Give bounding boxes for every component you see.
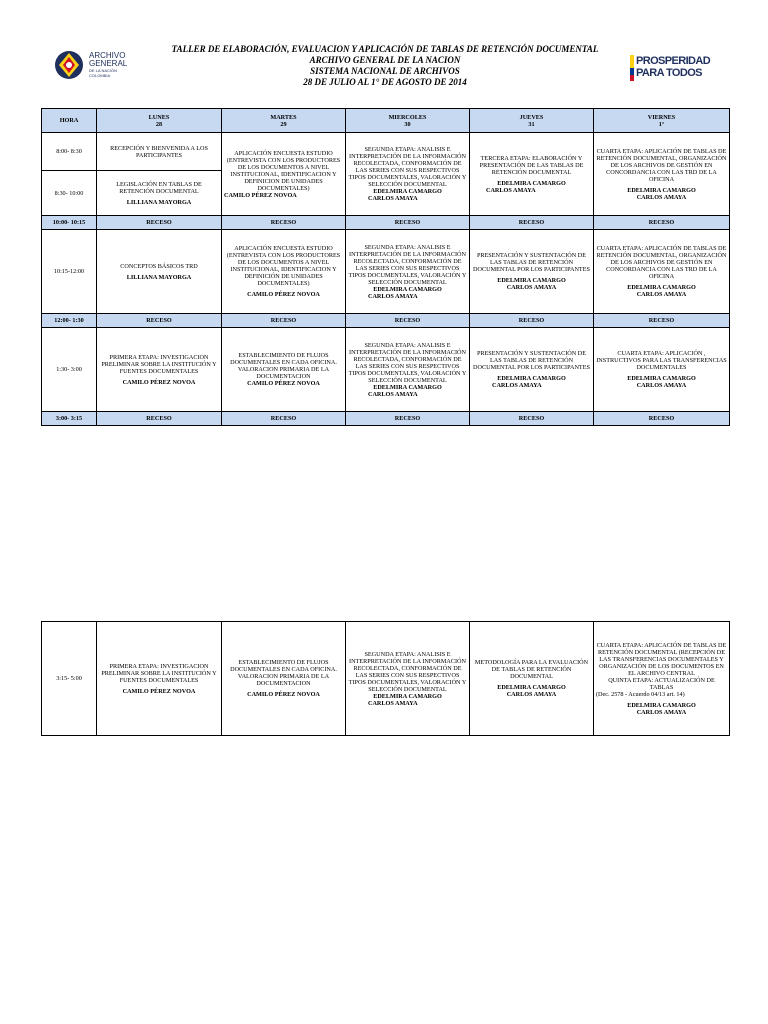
logo-left-line2: GENERAL — [89, 59, 128, 68]
speaker-name: LILLIANA MAYORGA — [126, 198, 192, 206]
session-text: CUARTA ETAPA: APLICACIÓN DE TABLAS DE RETENCIÓN DOCUMENTAL (RECEPCIÓN DE LAS TRANSFERENCIAS DOCUMENTALES Y ORGANIZACIÓN DE LOS DOCUMENTOS EN EL ARCHIVO CENTRAL — [596, 641, 727, 677]
archivo-general-logo — [54, 48, 144, 82]
column-header-thursday — [470, 109, 594, 133]
session-text: SEGUNDA ETAPA: ANALISIS E INTERPRETACIÓN DE LA INFORMACIÓN RECOLECTADA, CONFORMACIÓN DE LAS SERIES CON SUS RESPECTIVOS TIPOS DOCUMENTALES, VALORACIÓN Y SELECCIÓN DOCUMENTAL — [348, 650, 467, 693]
document-dates: 28 DE JULIO AL 1° DE AGOSTO DE 2014 — [303, 77, 467, 87]
session-cell — [222, 328, 346, 412]
session-cell — [346, 328, 470, 412]
speaker-name: EDELMIRA CAMARGO — [627, 701, 696, 709]
time-cell: 8:30- 10:00 — [42, 171, 97, 216]
break-cell: RECESO — [594, 412, 730, 426]
break-cell: RECESO — [470, 314, 594, 328]
session-cell — [222, 133, 346, 216]
session-text: CUARTA ETAPA: APLICACIÓN DE TABLAS DE RETENCIÓN DOCUMENTAL, ORGANIZACIÓN DE LOS ARCHIVOS DE GESTIÓN EN CONCORDANCIA CON LAS TRD DE LA OFICINA — [596, 147, 727, 183]
break-row — [42, 216, 730, 230]
session-text: SEGUNDA ETAPA: ANALISIS E INTERPRETACIÓN DE LA INFORMACIÓN RECOLECTADA, CONFORMACIÓN DE LAS SERIES CON SUS RESPECTIVOS TIPOS DOCUMENTALES, VALORACIÓN Y SELECCIÓN DOCUMENTAL — [348, 243, 467, 286]
break-cell: RECESO — [594, 216, 730, 230]
break-cell: RECESO — [97, 216, 222, 230]
table-row — [42, 622, 730, 736]
session-cell — [470, 622, 594, 736]
table-row — [42, 328, 730, 412]
time-cell: 10:15-12:00 — [42, 230, 97, 314]
session-text: PRESENTACIÓN Y SUSTENTACIÓN DE LAS TABLAS DE RETENCIÓN DOCUMENTAL POR LOS PARTICIPANTES — [473, 350, 590, 371]
session-text: PRESENTACIÓN Y SUSTENTACIÓN DE LAS TABLAS DE RETENCIÓN DOCUMENTAL POR LOS PARTICIPANTES — [473, 252, 590, 273]
session-text: APLICACIÓN ENCUESTA ESTUDIO (ENTREVISTA CON LOS PRODUCTORES DE LOS DOCUMENTOS A NIVEL INSTITUCIONAL, IDENTIFICACION Y DEFINICIÓN DE UNIDADES DOCUMENTALES) — [226, 245, 341, 287]
speaker-name: EDELMIRA CAMARGO — [627, 186, 696, 194]
column-header-friday — [594, 109, 730, 133]
column-header-monday — [97, 109, 222, 133]
speaker-name: CARLOS AMAYA — [368, 195, 418, 202]
speaker-name: EDELMIRA CAMARGO — [497, 179, 566, 187]
day-number: 31 — [528, 120, 535, 128]
break-cell: RECESO — [346, 314, 470, 328]
speaker-name: CAMILO PÉREZ NOVOA — [247, 291, 320, 298]
session-note: (Dec. 2578 - Acuerdo 04/13 art. 14) — [596, 690, 685, 698]
colombia-flag-icon — [630, 55, 634, 81]
session-cell — [97, 328, 222, 412]
day-number: 30 — [404, 120, 411, 128]
break-cell: RECESO — [97, 412, 222, 426]
day-number: 1° — [658, 120, 665, 128]
speaker-name: EDELMIRA CAMARGO — [373, 383, 442, 391]
column-header-tuesday — [222, 109, 346, 133]
speaker-name: CAMILO PÉREZ NOVOA — [247, 380, 320, 387]
speaker-name: CAMILO PÉREZ NOVOA — [122, 378, 196, 386]
speaker-name: EDELMIRA CAMARGO — [373, 188, 442, 195]
session-cell — [594, 328, 730, 412]
session-cell: RECEPCIÓN Y BIENVENIDA A LOS PARTICIPANTES — [97, 133, 222, 171]
logo-left-line1: ARCHIVO — [89, 51, 126, 60]
speaker-name: CARLOS AMAYA — [636, 708, 687, 716]
speaker-name: CAMILO PÉREZ NOVOA — [224, 191, 297, 199]
time-cell: 12:00- 1:30 — [42, 314, 97, 328]
session-cell — [222, 230, 346, 314]
break-cell: RECESO — [222, 412, 346, 426]
day-name: JUEVES — [519, 113, 544, 121]
day-number: 28 — [155, 120, 163, 128]
break-row — [42, 314, 730, 328]
schedule-table-continued — [41, 621, 730, 736]
table-row — [42, 133, 730, 171]
table-row — [42, 230, 730, 314]
break-cell: RECESO — [222, 314, 346, 328]
speaker-name: CARLOS AMAYA — [636, 193, 687, 201]
session-cell — [346, 230, 470, 314]
break-cell: RECESO — [594, 314, 730, 328]
logo-right-line1: PROSPERIDAD — [636, 55, 711, 67]
speaker-name: CARLOS AMAYA — [506, 284, 557, 291]
session-cell — [470, 328, 594, 412]
day-name: MIERCOLES — [388, 113, 427, 121]
session-cell — [222, 622, 346, 736]
speaker-name: EDELMIRA CAMARGO — [373, 285, 442, 293]
document-header — [150, 44, 620, 88]
session-text: CONCEPTOS BÁSICOS TRD — [120, 262, 198, 270]
session-text: QUINTA ETAPA: ACTUALIZACIÓN DE TABLAS — [608, 676, 715, 691]
speaker-name: EDELMIRA CAMARGO — [627, 375, 696, 382]
archivo-emblem-icon — [54, 50, 84, 80]
session-text: APLICACIÓN ENCUESTA ESTUDIO (ENTREVISTA CON LOS PRODUCTORES DE LOS DOCUMENTOS A NIVEL INSTITUCIONAL, IDENTIFICACION Y DEFINICION DE UNIDADES DOCUMENTALES) — [226, 149, 341, 192]
session-text: PRIMERA ETAPA: INVESTIGACION PRELIMINAR SOBRE LA INSTITUCIÓN Y FUENTES DOCUMENTALES — [101, 353, 217, 375]
session-cell — [594, 622, 730, 736]
time-cell: 10:00- 10:15 — [42, 216, 97, 230]
speaker-name: EDELMIRA CAMARGO — [497, 277, 566, 284]
session-cell — [346, 133, 470, 216]
break-cell: RECESO — [222, 216, 346, 230]
session-text: ESTABLECIMIENTO DE FLUJOS DOCUMENTALES EN CADA OFICINA. VALORACION PRIMARIA DE LA DOCUMENTACION — [230, 352, 337, 380]
time-cell: 1:30- 3:00 — [42, 328, 97, 412]
document-title: TALLER DE ELABORACIÓN, EVALUACION Y APLICACIÓN DE TABLAS DE RETENCIÓN DOCUMENTAL — [171, 44, 599, 54]
day-name: MARTES — [270, 113, 297, 121]
break-cell: RECESO — [97, 314, 222, 328]
speaker-name: CARLOS AMAYA — [486, 186, 536, 194]
day-name: VIERNES — [647, 113, 676, 121]
logo-left-line4: COLOMBIA — [89, 73, 111, 78]
speaker-name: CARLOS AMAYA — [368, 390, 418, 398]
speaker-name: CARLOS AMAYA — [636, 382, 687, 389]
session-text: CUARTA ETAPA: APLICACIÓN DE TABLAS DE RETENCIÓN DOCUMENTAL, ORGANIZACIÓN DE LOS ARCHIVOS DE GESTIÓN EN CONCORDANCIA CON LAS TRD DE LA OFICINA — [596, 245, 727, 280]
session-text: PRIMERA ETAPA: INVESTIGACION PRELIMINAR SOBRE LA INSTITUCIÓN Y FUENTES DOCUMENTALES — [101, 662, 217, 684]
speaker-name: EDELMIRA CAMARGO — [497, 684, 566, 691]
document-subtitle-sna: SISTEMA NACIONAL DE ARCHIVOS — [310, 66, 460, 76]
time-cell: 3:00- 3:15 — [42, 412, 97, 426]
speaker-name: CARLOS AMAYA — [506, 691, 557, 698]
break-cell: RECESO — [470, 216, 594, 230]
session-text: TERCERA ETAPA: ELABORACIÓN Y PRESENTACIÓN DE LAS TABLAS DE RETENCIÓN DOCUMENTAL — [479, 154, 584, 176]
column-header-hora: HORA — [42, 109, 97, 133]
session-cell — [97, 622, 222, 736]
speaker-name: CARLOS AMAYA — [368, 292, 418, 300]
speaker-name: CARLOS AMAYA — [492, 382, 542, 389]
speaker-name: EDELMIRA CAMARGO — [373, 692, 442, 700]
session-cell — [594, 230, 730, 314]
time-cell: 3:15- 5:00 — [42, 622, 97, 736]
speaker-name: LILLIANA MAYORGA — [126, 273, 192, 281]
session-text: SEGUNDA ETAPA: ANALISIS E INTERPRETACIÓN DE LA INFORMACIÓN RECOLECTADA, CONFORMACIÓN DE LAS SERIES CON SUS RESPECTIVOS TIPOS DOCUMENTALES, VALORACIÓN Y SELECCIÓN DOCUMENTAL — [348, 341, 467, 384]
speaker-name: EDELMIRA CAMARGO — [497, 375, 566, 382]
session-cell — [346, 622, 470, 736]
session-text: METODOLOGÍA PARA LA EVALUACIÓN DE TABLAS DE RETENCIÓN DOCUMENTAL — [474, 659, 589, 680]
break-cell: RECESO — [470, 412, 594, 426]
day-number: 29 — [280, 120, 287, 128]
day-name: LUNES — [148, 113, 170, 121]
session-cell — [470, 230, 594, 314]
column-header-wednesday — [346, 109, 470, 133]
session-cell — [470, 133, 594, 216]
document-subtitle-agn: ARCHIVO GENERAL DE LA NACION — [309, 55, 461, 65]
session-text: SEGUNDA ETAPA: ANALISIS E INTERPRETACIÓN DE LA INFORMACIÓN RECOLECTADA, CONFORMACIÓN DE LAS SERIES CON SUS RESPECTIVOS TIPOS DOCUMENTALES, VALORACIÓN Y SELECCIÓN DOCUMENTAL — [348, 146, 467, 188]
speaker-name: EDELMIRA CAMARGO — [627, 284, 696, 291]
logo-left-line3: DE LA NACIÓN — [89, 68, 118, 73]
break-cell: RECESO — [346, 216, 470, 230]
session-text: CUARTA ETAPA: APLICACIÓN , INSTRUCTIVOS PARA LAS TRANSFERENCIAS DOCUMENTALES — [596, 350, 727, 371]
speaker-name: CARLOS AMAYA — [368, 699, 418, 707]
session-cell — [594, 133, 730, 216]
speaker-name: CAMILO PÉREZ NOVOA — [247, 691, 320, 698]
schedule-table — [41, 108, 730, 426]
speaker-name: CARLOS AMAYA — [636, 291, 687, 298]
prosperidad-logo — [630, 55, 711, 81]
table-header-row — [42, 109, 730, 133]
logo-right-line2: PARA TODOS — [636, 67, 702, 79]
speaker-name: CAMILO PÉREZ NOVOA — [122, 687, 196, 695]
break-cell: RECESO — [346, 412, 470, 426]
session-text: LEGISLACIÓN EN TABLAS DE RETENCIÓN DOCUMENTAL — [116, 180, 202, 195]
break-row — [42, 412, 730, 426]
session-cell — [97, 230, 222, 314]
time-cell: 8:00- 8:30 — [42, 133, 97, 171]
session-text: ESTABLECIMIENTO DE FLUJOS DOCUMENTALES EN CADA OFICINA. VALORACION PRIMARIA DE LA DOCUMENTACION — [230, 659, 337, 687]
session-cell — [97, 171, 222, 216]
